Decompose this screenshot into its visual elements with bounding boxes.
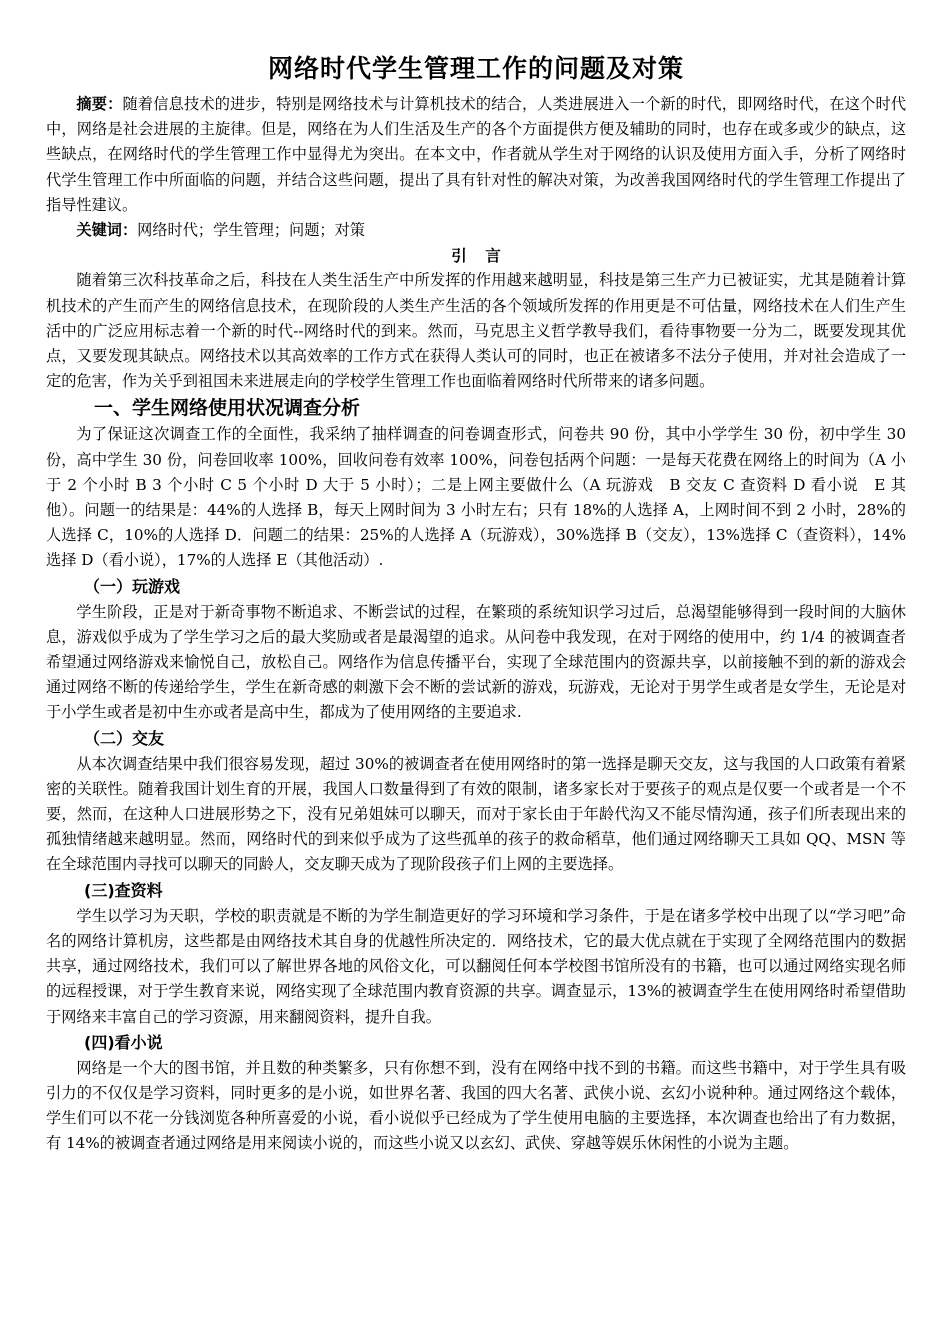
subsection-4-paragraph: 网络是一个大的图书馆，并且数的种类繁多，只有你想不到，没有在网络中找不到的书籍。而这些书籍中，对于学生具有吸引力的不仅仅是学习资料，同时更多的是小说，如世界名著、我国的四大名著、武侠小说、玄幻小说种种。通过网络这个载体，学生们可以不花一分钱浏览各种所喜爱的小说，看小说似乎已经成为了学生使用电脑的主要选择，本次调查也给出了有力数据，有 14%的被调查者通过网络是用来阅读小说的，而这些小说又以玄幻、武侠、穿越等娱乐休闲性的小说为主题。 <box>46 1058 906 1153</box>
subsection-3-heading: (三)查资料 <box>84 880 163 900</box>
abstract-paragraph <box>46 92 906 218</box>
abstract-text: 随着信息技术的进步，特别是网络技术与计算机技术的结合，人类进展进入一个新的时代，即网络时代，在这个时代中，网络是社会进展的主旋律。但是，网络在为人们生活及生产的各个方面提供方便及辅助的同时，也存在或多或少的缺点，这些缺点，在网络时代的学生管理工作中显得尤为突出。在本文中，作者就从学生对于网络的认识及使用方面入手，分析了网络时代学生管理工作中所面临的问题，并结合这些问题，提出了具有针对性的解决对策，为改善我国网络时代的学生管理工作提出了指导性建议。 <box>46 95 907 214</box>
section-1-heading: 一、学生网络使用状况调查分析 <box>94 397 361 420</box>
intro-heading: 引言 <box>451 246 520 266</box>
subsection-2-paragraph: 从本次调查结果中我们很容易发现，超过 30%的被调查者在使用网络时的第一选择是聊天交友，这与我国的人口政策有着紧密的关联性。随着我国计划生育的开展，我国人口数量得到了有效的限制，诸多家长对于要孩子的观点是仅要一个或者是一个不要，然而，在这种人口进展形势之下，没有兄弟姐妹可以聊天，而对于家长由于年龄代沟又不能尽情沟通，孩子们所表现出来的孤独情绪越来越明显。然而，网络时代的到来似乎成为了这些孤单的孩子的救命稻草，他们通过网络聊天工具如 QQ、MSN 等在全球范围内寻找可以聊天的同龄人，交友聊天成为了现阶段孩子们上网的主要选择。 <box>46 754 906 874</box>
document-title: 网络时代学生管理工作的问题及对策 <box>267 54 684 83</box>
keywords-label: 关键词： <box>76 221 138 240</box>
abstract-label: 摘要： <box>76 95 123 113</box>
subsection-1-heading: （一）玩游戏 <box>84 576 181 596</box>
intro-paragraph: 随着第三次科技革命之后，科技在人类生活生产中所发挥的作用越来越明显，科技是第三生产力已被证实，尤其是随着计算机技术的产生而产生的网络信息技术，在现阶段的人类生产生活的各个领域所发挥的作用更是不可估量，网络技术在人们生产生活中的广泛应用标志着一个新的时代--网络时代的到来。然而，马克思主义哲学教导我们，看待事物要一分为二，既要发现其优点，又要发现其缺点。网络技术以其高效率的工作方式在获得人类认可的同时，也正在被诸多不法分子使用，并对社会造成了一定的危害，作为关乎到祖国未来进展走向的学校学生管理工作也面临着网络时代所带来的诸多问题。 <box>46 271 906 391</box>
subsection-1-paragraph: 学生阶段，正是对于新奇事物不断追求、不断尝试的过程，在繁琐的系统知识学习过后，总渴望能够得到一段时间的大脑休息，游戏似乎成为了学生学习之后的最大奖励或者是最渴望的追求。从问卷中我发现，在对于网络的使用中，约 1/4 的被调查者希望通过网络游戏来愉悦自己，放松自己。网络作为信息传播平台，实现了全球范围内的资源共享，以前接触不到的新的游戏会通过网络不断的传递给学生，学生在新奇感的刺激下会不断的尝试新的游戏，玩游戏，无论对于男学生或者是女学生，无论是对于小学生或者是初中生亦或者是高中生，都成为了使用网络的主要追求. <box>46 602 906 722</box>
subsection-4-heading: (四)看小说 <box>84 1032 163 1052</box>
keywords-text: 网络时代；学生管理；问题；对策 <box>137 221 365 240</box>
document-page <box>46 52 906 1157</box>
keywords-line <box>46 218 906 243</box>
subsection-3-paragraph: 学生以学习为天职，学校的职责就是不断的为学生制造更好的学习环境和学习条件，于是在诸多学校中出现了以“学习吧”命名的网络计算机房，这些都是由网络技术其自身的优越性所决定的．网络技术，它的最大优点就在于实现了全网络范围内的数据共享，通过网络技术，我们可以了解世界各地的风俗文化，可以翻阅任何本学校图书馆所没有的书籍，也可以通过网络实现名师的远程授课，对于学生教育来说，网络实现了全球范围内教育资源的共享。调查显示，13%的被调查学生在使用网络时希望借助于网络来丰富自己的学习资源，用来翻阅资料，提升自我。 <box>46 906 906 1026</box>
subsection-2-heading: （二）交友 <box>84 728 165 748</box>
section-1-paragraph: 为了保证这次调查工作的全面性，我采纳了抽样调查的问卷调查形式，问卷共 90 份，其中小学学生 30 份，初中学生 30 份，高中学生 30 份，问卷回收率 100%，回收问卷有效率 100%，问卷包括两个问题：一是每天花费在网络上的时间为（A 小于 2 个小时 B 3 个小时 C 5 个小时 D 大于 5 小时）；二是上网主要做什么（A 玩游戏 B 交友 C 查资料 D 看小说 E 其他）。问题一的结果是：44%的人选择 B，每天上网时间为 3 小时左右；只有 18%的人选择 A，上网时间不到 2 小时，28%的人选择 C，10%的人选择 D．问题二的结果：25%的人选择 A（玩游戏），30%选择 B（交友），13%选择 C（查资料），14%选择 D（看小说），17%的人选择 E（其他活动）. <box>46 425 906 570</box>
